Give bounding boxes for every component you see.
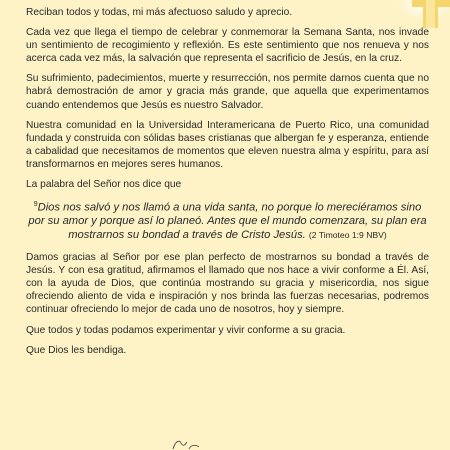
scripture-quote: [26, 198, 429, 242]
paragraph: Damos gracias al Señor por ese plan perfecto de mostrarnos su bondad a través de Jesús. Y con esa gratitud, afirmamos el llamado que nos hace a vivir conforme a Él. Así, con la ayuda de Dios, que continúa mostrando su gracia y misericordia, nos sigue ofreciendo aliento de vida e inspiración y nos brinda las fuerzas necesarias, podremos continuar ofreciendo lo mejor de cada uno de nosotros, hoy y siempre.: [26, 252, 429, 316]
blessing: Que Dios les bendiga.: [26, 344, 127, 356]
signature-mark: [165, 436, 225, 450]
paragraph: Cada vez que llega el tiempo de celebrar y conmemorar la Semana Santa, nos invade un sentimiento de recogimiento y reflexión. Es este sentimiento que nos renueva y nos acerca cada vez más, la salvación que representa el sacrificio de Jesús, en la cruz.: [26, 27, 429, 65]
paragraph: Su sufrimiento, padecimientos, muerte y resurrección, nos permite darnos cuenta que no habrá demostración de amor y gracia más grande, que aquella que experimentamos cuando entendemos que Jesús es nuestro Salvador.: [26, 73, 429, 111]
verse-number: 9: [33, 201, 38, 209]
scripture-text: Dios nos salvó y nos llamó a una vida santa, no porque lo mereciéramos sino por su amor y porque así lo planeó. Antes que el mundo comenzara, su plan era mostrarnos su bondad a través de Cristo Jesús.: [28, 201, 427, 241]
letter-body: [26, 6, 429, 364]
greeting: Reciban todos y todas, mi más afectuoso saludo y aprecio.: [26, 7, 293, 18]
paragraph: Que todos y todas podamos experimentar y vivir conforme a su gracia.: [26, 324, 346, 336]
scripture-intro: La palabra del Señor nos dice que: [26, 179, 182, 191]
scripture-citation: (2 Timoteo 1:9 NBV): [308, 229, 387, 240]
paragraph: Nuestra comunidad en la Universidad Interamericana de Puerto Rico, una comunidad fundada y construida con sólidas bases cristianas que albergan fe y esperanza, entiende a cabalidad que necesitamos de momentos que eleven nuestra alma y espíritu, para así transformarnos en mejores seres humanos.: [26, 119, 429, 170]
